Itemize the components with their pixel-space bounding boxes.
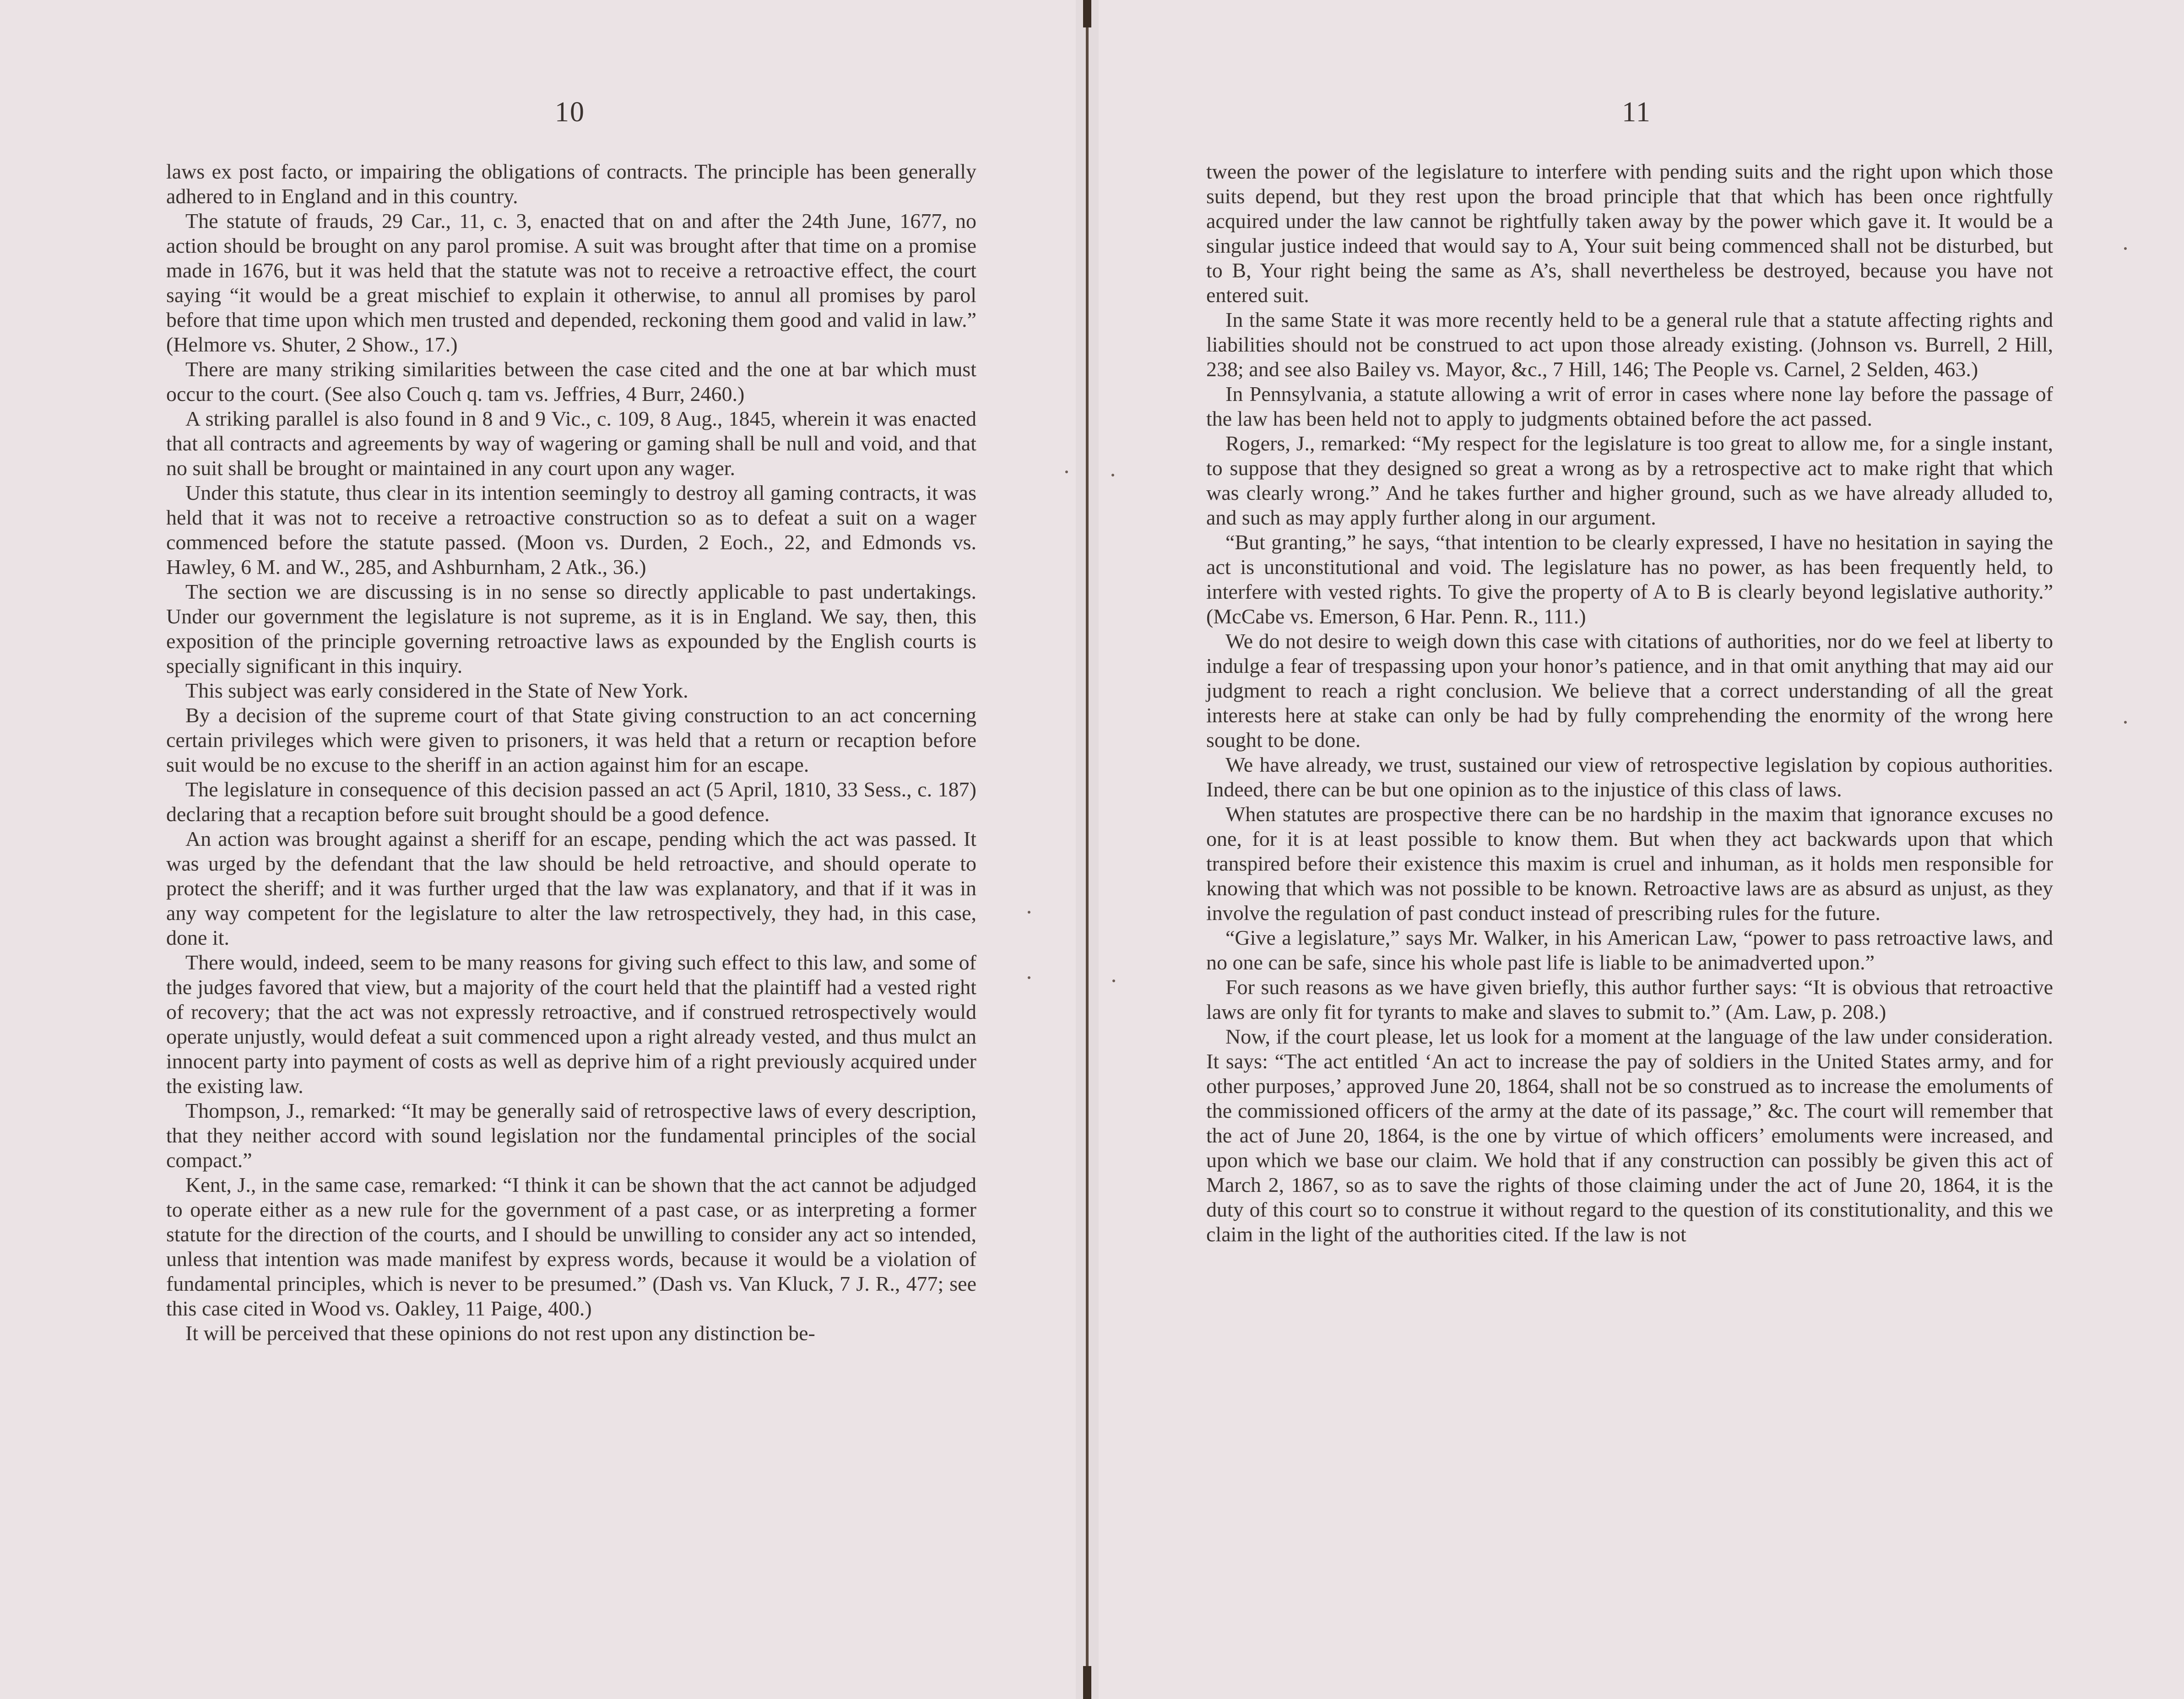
paragraph: The statute of frauds, 29 Car., 11, c. 3, enacted that on and after the 24th June, 1677, no action should be brought on any parol promise. A suit was brought after that time on a promise made in 1676, but it was held that the statute was not to receive a retroactive effect, the court saying “it would be a great mischief to explain it otherwise, to annul all promises by parol before that time upon which men trusted and depended, reckoning them good and valid in law.” (Helmore vs. Shuter, 2 Show., 17.) [166,209,976,356]
paragraph: tween the power of the legislature to interfere with pending suits and the right upon which those suits depend, but they rest upon the broad principle that that which has been once rightfully acquired under the law cannot be rightfully taken away by the power which gave it. It would be a singular justice indeed that would say to A, Your suit being commenced shall not be disturbed, but to B, Your right being the same as A’s, shall nevertheless be destroyed, because you have not entered suit. [1206,160,2053,307]
paragraph: “But granting,” he says, “that intention to be clearly expressed, I have no hesitation in saying the act is unconstitutional and void. The legislature has no power, as has been frequently held, to interfere with vested rights. To give the property of A to B is clearly beyond legislative authority.” (McCabe vs. Emerson, 6 Har. Penn. R., 111.) [1206,530,2053,628]
paragraph: The legislature in consequence of this decision passed an act (5 April, 1810, 33 Sess., c. 187) declaring that a recaption before suit brought should be a good defence. [166,778,976,826]
paragraph: We do not desire to weigh down this case with citations of authorities, nor do we feel at liberty to indulge a fear of trespassing upon your honor’s patience, and in that omit anything that may aid our judgment to reach a right conclusion. We believe that a correct understanding of all the great interests here at stake can only be had by fully comprehending the enormity of the wrong here sought to be done. [1206,629,2053,752]
paragraph: Kent, J., in the same case, remarked: “I think it can be shown that the act cannot be adjudged to operate either as a new rule for the government of a past case, or as interpreting a former statute for the direction of the courts, and I should be unwilling to consider any act so intended, unless that intention was made manifest by express words, because it would be a violation of fundamental principles, which is never to be presumed.” (Dash vs. Van Kluck, 7 J. R., 477; see this case cited in Wood vs. Oakley, 11 Paige, 400.) [166,1173,976,1320]
paragraph: A striking parallel is also found in 8 and 9 Vic., c. 109, 8 Aug., 1845, wherein it was enacted that all contracts and agreements by way of wagering or gaming shall be null and void, and that no suit shall be brought or maintained in any court upon any wager. [166,407,976,480]
page-number-right: 11 [1622,97,1651,128]
left-page [0,0,1076,1699]
paragraph: There are many striking similarities between the case cited and the one at bar which must occur to the court. (See also Couch q. tam vs. Jeffries, 4 Burr, 2460.) [166,357,976,406]
paper-speck [1028,976,1030,979]
paragraph: Rogers, J., remarked: “My respect for the legislature is too great to allow me, for a single instant, to suppose that they designed so great a wrong as by a retrospective act to make right that which was clearly wrong.” And he takes further and higher ground, such as we have already alluded to, and such as may apply further along in our argument. [1206,432,2053,529]
paragraph: The section we are discussing is in no sense so directly applicable to past undertakings. Under our government the legislature is not supreme, as it is in England. We say, then, this exposition of the principle governing retroactive laws as expounded by the English courts is specially significant in this inquiry. [166,580,976,677]
paragraph: “Give a legislature,” says Mr. Walker, in his American Law, “power to pass retroactive laws, and no one can be safe, since his whole past life is liable to be animadverted upon.” [1206,926,2053,974]
paragraph: This subject was early considered in the State of New York. [185,679,688,702]
paper-speck [1028,911,1030,914]
paragraph: It will be perceived that these opinions do not rest upon any distinction be- [185,1321,815,1345]
paragraph: Now, if the court please, let us look for a moment at the language of the law under consideration. It says: “The act entitled ‘An act to increase the pay of soldiers in the United States army, and for other purposes,’ approved June 20, 1864, shall not be so construed as to increase the emoluments of the commissioned officers of the army at the date of its passage,” &c. The court will remember that the act of June 20, 1864, is the one by virtue of which officers’ emoluments were increased, and upon which we base our claim. We hold that if any construction can possibly be given this act of March 2, 1867, so as to save the rights of those claiming under the act of June 20, 1864, it is the duty of this court so to construe it without regard to the question of its constitutionality, and this we claim in the light of the authorities cited. If the law is not [1206,1025,2053,1246]
paragraph: For such reasons as we have given briefly, this author further says: “It is obvious that retroactive laws are only fit for tyrants to make and slaves to submit to.” (Am. Law, p. 208.) [1206,975,2053,1023]
binding-line [1086,0,1089,1699]
paragraph: There would, indeed, seem to be many reasons for giving such effect to this law, and some of the judges favored that view, but a majority of the court held that the plaintiff had a vested right of recovery; that the act was not expressly retroactive, and if construed retrospectively would operate unjustly, would defeat a suit commenced upon a right already vested, and thus mulct an innocent party into payment of costs as well as deprive him of a right previously acquired under the existing law. [166,951,976,1098]
paragraph: In the same State it was more recently held to be a general rule that a statute affecting rights and liabilities should not be construed to act upon those already existing. (Johnson vs. Burrell, 2 Hill, 238; and see also Bailey vs. Mayor, &c., 7 Hill, 146; The People vs. Carnel, 2 Selden, 463.) [1206,308,2053,381]
paragraph: In Pennsylvania, a statute allowing a writ of error in cases where none lay before the passage of the law has been held not to apply to judgments obtained before the act passed. [1206,382,2053,430]
book-gutter [1076,0,1099,1699]
paragraph: When statutes are prospective there can be no hardship in the maxim that ignorance excuses no one, for it is at least possible to know them. But when they act backwards upon that which transpired before their existence this maxim is cruel and inhuman, as it holds men responsible for knowing that which was not possible to be known. Retroactive laws are as absurd as unjust, as they involve the regulation of past conduct instead of prescribing rules for the future. [1206,802,2053,925]
paragraph: laws ex post facto, or impairing the obligations of contracts. The principle has been generally adhered to in England and in this country. [166,160,976,208]
binding-thread-bottom [1083,1666,1091,1699]
left-page-text [166,159,976,1346]
paragraph: An action was brought against a sheriff for an escape, pending which the act was passed. It was urged by the defendant that the law should be held retroactive, and should operate to protect the sheriff; and it was further urged that the law was explanatory, and that if it was in any way competent for the legislature to alter the law retrospectively, they had, in this case, done it. [166,827,976,949]
paragraph: By a decision of the supreme court of that State giving construction to an act concerning certain privileges which were given to prisoners, it was held that a return or recaption before suit would be no excuse to the sheriff in an action against him for an escape. [166,703,976,776]
paper-speck [2124,247,2127,250]
paragraph: Under this statute, thus clear in its intention seemingly to destroy all gaming contracts, it was held that it was not to receive a retroactive construction so as to defeat a suit on a wager commenced before the statute passed. (Moon vs. Durden, 2 Eoch., 22, and Edmonds vs. Hawley, 6 M. and W., 285, and Ashburnham, 2 Atk., 36.) [166,481,976,579]
paragraph: Thompson, J., remarked: “It may be generally said of retrospective laws of every description, that they neither accord with sound legislation nor the fundamental principles of the social compact.” [166,1099,976,1172]
paper-speck [1065,471,1068,473]
paper-speck [1111,474,1114,476]
right-page [1099,0,2184,1699]
binding-thread-top [1083,0,1091,27]
right-page-text [1206,159,2053,1247]
paragraph: We have already, we trust, sustained our view of retrospective legislation by copious authorities. Indeed, there can be but one opinion as to the injustice of this class of laws. [1206,753,2053,801]
paper-speck [1112,979,1115,982]
page-number-left: 10 [555,97,585,128]
paper-speck [2124,721,2127,724]
